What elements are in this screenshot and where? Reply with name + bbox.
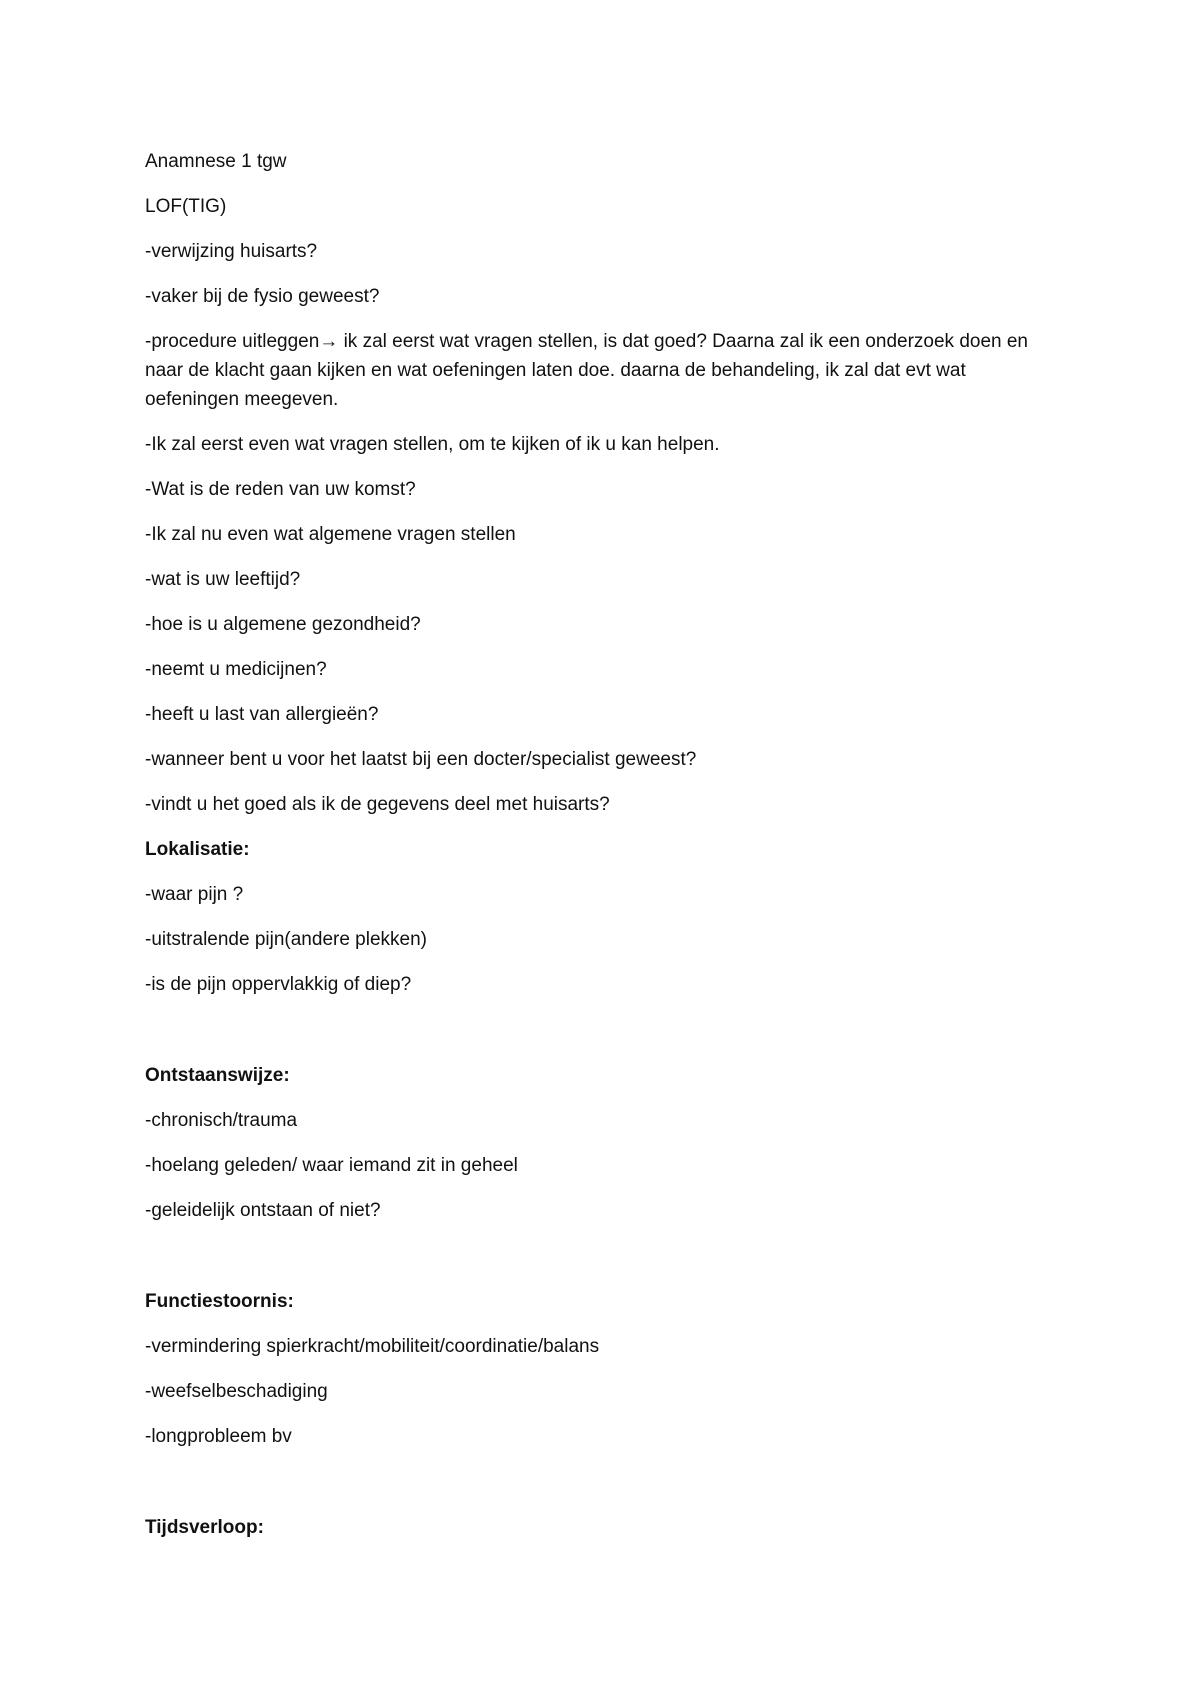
intro-line: -vaker bij de fysio geweest? (145, 286, 380, 307)
spacer (145, 1015, 1065, 1061)
list-item: -waar pijn ? (145, 884, 244, 905)
list-item: -uitstralende pijn(andere plekken) (145, 929, 427, 950)
question-line: -wanneer bent u voor het laatst bij een docter/specialist geweest? (145, 749, 697, 770)
section-heading-lokalisatie: Lokalisatie: (145, 839, 250, 860)
list-item: -weefselbeschadiging (145, 1381, 328, 1402)
question-line: -heeft u last van allergieën? (145, 704, 379, 725)
list-item: -is de pijn oppervlakkig of diep? (145, 974, 412, 995)
section-heading-functiestoornis: Functiestoornis: (145, 1291, 294, 1312)
section-heading-tijdsverloop: Tijdsverloop: (145, 1517, 264, 1538)
list-item: -vermindering spierkracht/mobiliteit/coordinatie/balans (145, 1336, 600, 1357)
list-item: -hoelang geleden/ waar iemand zit in geheel (145, 1155, 518, 1176)
section-heading-ontstaanswijze: Ontstaanswijze: (145, 1065, 290, 1086)
spacer (145, 1241, 1065, 1287)
question-line: -Ik zal eerst even wat vragen stellen, om te kijken of ik u kan helpen. (145, 434, 720, 455)
question-line: -wat is uw leeftijd? (145, 569, 301, 590)
list-item: -longprobleem bv (145, 1426, 292, 1447)
document-subtitle: LOF(TIG) (145, 196, 227, 217)
question-line: -Wat is de reden van uw komst? (145, 479, 416, 500)
spacer (145, 1467, 1065, 1513)
intro-line: -verwijzing huisarts? (145, 241, 318, 262)
question-line: -hoe is u algemene gezondheid? (145, 614, 421, 635)
procedure-paragraph (145, 327, 1065, 414)
arrow-right-icon: → (319, 331, 339, 352)
question-line: -neemt u medicijnen? (145, 659, 327, 680)
document-title: Anamnese 1 tgw (145, 151, 287, 172)
list-item: -chronisch/trauma (145, 1110, 298, 1131)
list-item: -geleidelijk ontstaan of niet? (145, 1200, 381, 1221)
document-body (145, 147, 1065, 1558)
procedure-prefix: -procedure uitleggen (145, 331, 320, 352)
procedure-text: ik zal eerst wat vragen stellen, is dat goed? Daarna zal ik een onderzoek doen en naar de klacht gaan kijken en wat oefeningen laten doe. daarna de behandeling, ik zal dat evt wat oefeningen meegeven. (145, 331, 1028, 410)
question-line: -Ik zal nu even wat algemene vragen stellen (145, 524, 516, 545)
question-line: -vindt u het goed als ik de gegevens deel met huisarts? (145, 794, 610, 815)
